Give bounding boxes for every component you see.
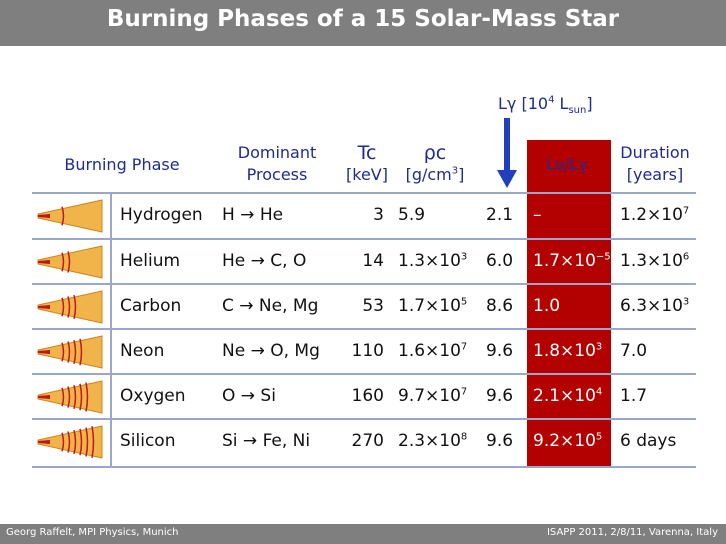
phase-name [120,431,215,451]
header-rho-unit: [g/cm [405,165,452,184]
duration-exponent: 6 [682,251,690,263]
photon-luminosity-value: 9.6 [486,431,514,451]
column-divider [110,192,112,468]
core-density-exponent: 3 [460,251,468,263]
dominant-process [222,205,342,225]
core-temperature [340,296,384,316]
core-temperature-value: 160 [351,386,384,406]
phase-name [120,205,215,225]
neutrino-photon-ratio [533,296,613,316]
header-tc-symbol: Tc [357,142,377,164]
slide-title: Burning Phases of a 15 Solar-Mass Star [106,6,620,32]
header-tc-unit: [keV] [346,165,388,184]
dominant-process-value: O → Si [222,386,276,406]
lgamma-annotation-exp: 4 [548,94,555,106]
neutrino-photon-ratio [533,205,613,225]
duration [620,431,700,451]
dominant-process-value: C → Ne, Mg [222,296,319,316]
dominant-process [222,251,342,271]
duration-value: 1.2×10 [620,205,683,225]
core-temperature-value: 3 [373,205,384,225]
core-temperature-value: 110 [351,341,384,361]
header-rho-exp: 3 [451,165,459,177]
header-lnu-ratio: Lν/Lγ [546,155,588,174]
phase-name-value: Oxygen [120,386,186,406]
header-rho-close: ] [458,165,465,184]
core-density-exponent: 8 [460,431,468,443]
phase-name-value: Neon [120,341,165,361]
footer-event: ISAPP 2011, 2/8/11, Varenna, Italy [546,527,718,538]
phase-name [120,386,215,406]
dominant-process-value: Ne → O, Mg [222,341,320,361]
photon-luminosity [486,251,524,271]
title-bar [0,0,726,46]
header-duration-line1: Duration [620,143,690,162]
core-temperature [340,205,384,225]
shell-cone-icon [36,198,108,234]
neutrino-photon-ratio-value: 1.0 [533,296,561,316]
header-rho-symbol: ρc [423,142,447,164]
photon-luminosity-value: 9.6 [486,386,514,406]
header-dominant-process [222,142,332,186]
core-density [398,341,484,361]
core-temperature [340,386,384,406]
photon-luminosity-value: 9.6 [486,341,514,361]
duration [620,296,700,316]
core-density-value: 5.9 [398,205,426,225]
dominant-process [222,296,342,316]
core-density-value: 1.3×10 [398,251,461,271]
neutrino-photon-ratio [533,386,613,406]
photon-luminosity-value: 6.0 [486,251,514,271]
footer-author: Georg Raffelt, MPI Physics, Munich [6,527,179,538]
row-separator [32,466,696,468]
core-density-value: 9.7×10 [398,386,461,406]
duration-value: 6.3×10 [620,296,683,316]
neutrino-photon-ratio [533,341,613,361]
duration-value: 1.3×10 [620,251,683,271]
phase-name-value: Carbon [120,296,182,316]
photon-luminosity [486,341,524,361]
duration [620,386,700,406]
dominant-process [222,341,342,361]
core-temperature [340,431,384,451]
header-rho [398,142,472,186]
header-tc [340,142,394,186]
core-temperature-value: 14 [362,251,384,271]
neutrino-photon-ratio-value: 1.8×10 [533,341,596,361]
phase-name-value: Helium [120,251,181,271]
photon-luminosity [486,205,524,225]
core-density [398,296,484,316]
duration [620,251,700,271]
lgamma-annotation [498,94,593,117]
neutrino-photon-ratio-value: 9.2×10 [533,431,596,451]
neutrino-photon-ratio-value: 1.7×10 [533,251,596,271]
neutrino-photon-ratio-exponent: −5 [595,251,611,263]
phase-name-value: Hydrogen [120,205,203,225]
lgamma-annotation-sub: sun [568,105,587,117]
row-separator [32,238,696,240]
shell-cone-icon [36,289,108,325]
photon-luminosity-value: 2.1 [486,205,514,225]
duration-exponent: 7 [682,205,690,217]
core-temperature-value: 53 [362,296,384,316]
photon-luminosity [486,296,524,316]
row-separator [32,328,696,330]
dominant-process-value: Si → Fe, Ni [222,431,311,451]
row-separator [32,418,696,420]
dominant-process [222,431,342,451]
duration [620,341,700,361]
dominant-process-value: H → He [222,205,284,225]
duration-value: 7.0 [620,341,648,361]
core-temperature-value: 270 [351,431,384,451]
phase-name [120,341,215,361]
shell-cone-icon [36,424,108,460]
duration [620,205,700,225]
dominant-process [222,386,342,406]
lgamma-annotation-close: ] [586,94,593,113]
neutrino-photon-ratio-exponent: 3 [595,341,603,353]
core-temperature [340,341,384,361]
core-density [398,386,484,406]
core-temperature [340,251,384,271]
core-density [398,251,484,271]
dominant-process-value: He → C, O [222,251,307,271]
phase-name-value: Silicon [120,431,176,451]
duration-value: 1.7 [620,386,648,406]
shell-cone-icon [36,334,108,370]
core-density-value: 1.6×10 [398,341,461,361]
core-density [398,205,484,225]
neutrino-photon-ratio-exponent: 4 [595,386,603,398]
neutrino-photon-ratio [533,251,613,271]
header-duration-line2: [years] [626,165,684,184]
row-separator [32,373,696,375]
photon-luminosity [486,431,524,451]
header-process-line1: Dominant [237,143,317,162]
lgamma-annotation-unit: L [554,94,569,113]
duration-exponent: 3 [682,296,690,308]
row-separator [32,283,696,285]
lgamma-annotation-text: Lγ [10 [498,94,549,113]
neutrino-photon-ratio [533,431,613,451]
duration-value: 6 days [620,431,677,451]
shell-cone-icon [36,379,108,415]
header-process-line2: Process [246,165,308,184]
core-density-value: 2.3×10 [398,431,461,451]
header-duration [614,142,696,186]
neutrino-photon-ratio-value: 2.1×10 [533,386,596,406]
down-arrow-icon [495,118,519,190]
photon-luminosity-value: 8.6 [486,296,514,316]
shell-cone-icon [36,244,108,280]
core-density [398,431,484,451]
core-density-exponent: 7 [460,341,468,353]
photon-luminosity [486,386,524,406]
row-separator [32,192,696,194]
header-burning-phase: Burning Phase [64,155,180,174]
phase-name [120,251,215,271]
phase-name [120,296,215,316]
core-density-exponent: 7 [460,386,468,398]
core-density-exponent: 5 [460,296,468,308]
core-density-value: 1.7×10 [398,296,461,316]
neutrino-photon-ratio-value: – [533,205,542,225]
neutrino-photon-ratio-exponent: 5 [595,431,603,443]
